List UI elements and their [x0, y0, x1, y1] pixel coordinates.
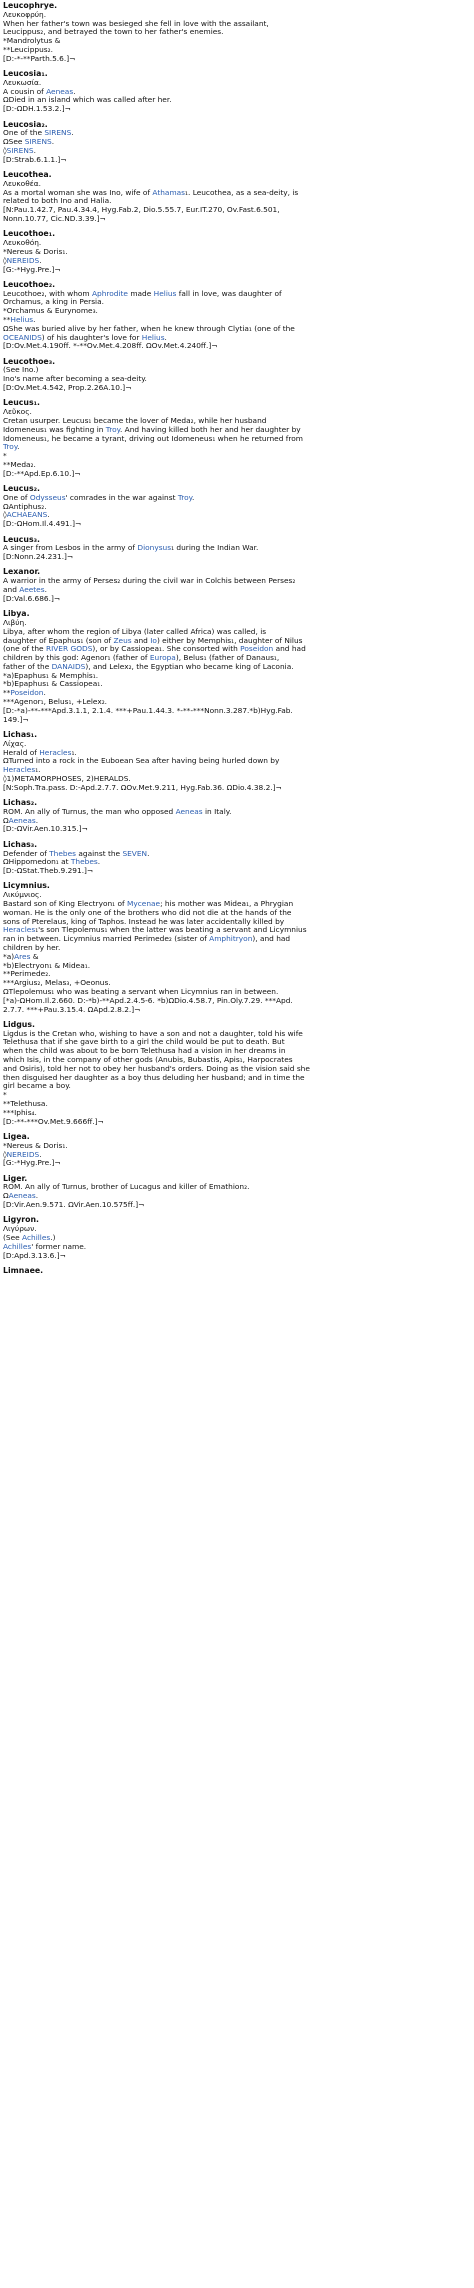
entry-line: A cousin of Aeneas. [3, 86, 76, 96]
entry-line: Defender of Thebes against the SEVEN. [3, 848, 150, 858]
entry-leucothea [3, 171, 471, 224]
entry-line: girl became a boy. [3, 1081, 71, 1091]
cross-ref-link[interactable]: DANAIDS [51, 661, 86, 671]
entry-leucus2 [3, 485, 471, 529]
cross-ref-link[interactable]: Helius [153, 288, 177, 298]
entry-ligyron [3, 1216, 471, 1260]
entry-leucothoe1 [3, 230, 471, 274]
cross-ref-link[interactable]: SIRENS [44, 128, 72, 138]
entry-leucus3 [3, 536, 471, 562]
entry-line: Achilles' former name. [3, 1241, 87, 1251]
entry-line: which Isis, in the company of other gods (Anubis, Bubastis, Apis₁, Harpocrates [3, 1055, 293, 1065]
entry-line: [D:Ov.Met.4.190ff. *-**Ov.Met.4.208ff. ΩOv.Met.4.240ff.]¬ [3, 341, 218, 351]
entry-leucus1 [3, 399, 471, 478]
cross-ref-link[interactable]: Poseidon [240, 644, 274, 654]
entry-headword: Lexanor. [3, 567, 41, 577]
entry-line: children by her. [3, 943, 61, 952]
entry-line: When her father's town was besieged she fell in love with the assailant, [3, 18, 269, 28]
entry-line: Λευκοφρύη. [3, 9, 47, 19]
entry-lichas3 [3, 841, 471, 876]
cross-ref-link[interactable]: Io [150, 635, 157, 645]
entry-line: Ino's name after becoming a sea-deity. [3, 374, 147, 384]
cross-ref-link[interactable]: Aeneas [175, 806, 203, 816]
cross-ref-link[interactable]: Aeneas [46, 86, 74, 96]
entry-line: **Poseidon. [3, 688, 46, 698]
entry-line: *Mandrolytus & [3, 36, 61, 46]
cross-ref-link[interactable]: NEREIDS [6, 1149, 40, 1159]
entry-line: ΩTurned into a rock in the Euboean Sea after having being hurled down by [3, 756, 280, 766]
entry-line: [D:Nonn.24.231.]¬ [3, 552, 74, 562]
entry-headword: Leucus₁. [3, 398, 40, 408]
entry-headword: Leucus₂. [3, 484, 40, 494]
entry-line: ΩAeneas. [3, 1191, 39, 1201]
entry-liger [3, 1175, 471, 1210]
entry-line: [D:-*a)-**-***Apd.3.1.1, 2.1.4. ***+Pau.1.44.3. *-**-***Nonn.3.287.*b)Hyg.Fab. [3, 705, 293, 715]
entry-line: and Aeetes. [3, 585, 47, 595]
cross-ref-link[interactable]: Troy [177, 492, 192, 502]
entry-line: One of Odysseus' comrades in the war against Troy. [3, 492, 195, 502]
entry-line: [D:Apd.3.13.6.]¬ [3, 1250, 66, 1260]
entry-leucothoe3 [3, 358, 471, 393]
entry-line: Leucothoe₂, with whom Aphrodite made Helius fall in love, was daughter of [3, 288, 282, 298]
entry-line: Idomeneus₁ was fighting in Troy. And having killed both her and her daughter by [3, 424, 301, 434]
entry-line: **Helius. [3, 315, 36, 324]
entry-leucophrye [3, 2, 471, 64]
entry-line: woman. He is the only one of the brothers who did not die at the hands of the [3, 907, 292, 917]
entry-line: As a mortal woman she was Ino, wife of Athamas₁. Leucothea, as a sea-deity, is [3, 187, 299, 197]
cross-ref-link[interactable]: Aeetes [19, 585, 45, 595]
entry-libya [3, 610, 471, 724]
entry-licymnius [3, 882, 471, 1014]
entry-line: *b)Epaphus₁ & Cassiopea₁. [3, 679, 103, 689]
entry-headword: Leucothoe₁. [3, 229, 56, 239]
entry-lidgus [3, 1021, 471, 1127]
entry-line: father of the DANAIDS), and Lelex₂, the Egyptian who became king of Laconia. [3, 661, 294, 671]
entry-line: Leucippus₂, and betrayed the town to her father's enemies. [3, 27, 224, 37]
entry-line: *Nereus & Doris₁. [3, 246, 68, 256]
entry-headword: Libya. [3, 609, 30, 619]
entry-headword: Leucophrye. [3, 1, 58, 10]
entry-line: *Orchamus & Eurynome₃. [3, 306, 98, 316]
cross-ref-link[interactable]: Troy [3, 442, 18, 452]
entry-line: Λιγύρων. [3, 1224, 37, 1234]
entry-line: [*a)-ΩHom.Il.2.660. D:-*b)-**Apd.2.4.5-6. *b)ΩDio.4.58.7, Pin.Oly.7.29. ***Apd. [3, 995, 293, 1005]
cross-ref-link[interactable]: Dionysus [137, 543, 172, 553]
entry-line: **Leucippus₂. [3, 44, 53, 54]
entry-line: * [3, 1090, 7, 1100]
entry-lichas2 [3, 799, 471, 834]
entry-headword: Ligea. [3, 1131, 30, 1141]
entry-line: ◊NEREIDS. [3, 255, 42, 265]
cross-ref-link[interactable]: Thebes [49, 848, 77, 858]
entry-line: 149.]¬ [3, 714, 29, 724]
entry-headword: Licymnius. [3, 881, 50, 891]
entry-line: *b)Electryon₁ & Midea₁. [3, 960, 91, 970]
entry-line: [D:Strab.6.1.1.]¬ [3, 154, 67, 164]
entry-headword: Leucus₃. [3, 534, 40, 544]
entry-line: related to both Ino and Halia. [3, 196, 112, 206]
entry-line: Λεῦκος. [3, 407, 32, 417]
entry-line: Herald of Heracles₁. [3, 747, 77, 757]
entry-line: **Telethusa. [3, 1099, 48, 1109]
entry-line: ΩAeneas. [3, 815, 39, 825]
entry-line: ◊NEREIDS. [3, 1149, 42, 1159]
cross-ref-link[interactable]: Ares [14, 951, 31, 961]
entry-headword: Limnaee. [3, 1265, 44, 1275]
entry-line: ΩShe was buried alive by her father, when he knew through Clytia₁ (one of the [3, 323, 295, 333]
entry-line: *a)Ares & [3, 951, 39, 961]
entry-line: ΩDied in an island which was called after her. [3, 95, 172, 105]
entry-line: Libya, after whom the region of Libya (later called Africa) was called, is [3, 626, 267, 636]
cross-ref-link[interactable]: Aeneas [8, 815, 36, 825]
entry-line: daughter of Epaphus₁ (son of Zeus and Io) either by Memphis₁, daughter of Nilus [3, 635, 303, 645]
cross-ref-link[interactable]: Troy [105, 424, 120, 434]
entry-line: [D:Val.6.686.]¬ [3, 593, 61, 603]
cross-ref-link[interactable]: Helius [141, 332, 165, 342]
entry-line: Idomeneus₁, he became a tyrant, driving out Idomeneus₁ when he returned from [3, 433, 303, 443]
entry-line: (one of the RIVER GODS), or by Cassiopea₁. She consorted with Poseidon and had [3, 644, 306, 654]
entry-line: (See Achilles.) [3, 1232, 56, 1242]
entry-line: Cretan usurper. Leucus₁ became the lover of Meda₂, while her husband [3, 415, 267, 425]
entry-line: ΩSee SIRENS. [3, 137, 55, 147]
entry-line: [D:-ΩStat.Theb.9.291.]¬ [3, 866, 94, 876]
entry-lexanor [3, 568, 471, 603]
entry-line: Heracles₁'s son Tlepolemus₁ when the latter was beating a servant and Licymnius [3, 925, 307, 935]
entry-line: Λευκοθόη. [3, 238, 42, 248]
entry-line: [D:-ΩDH.1.53.2.]¬ [3, 104, 71, 114]
entry-line: Λίχας. [3, 738, 27, 748]
entry-headword: Liger. [3, 1173, 28, 1183]
entry-line: Heracles₁. [3, 765, 41, 775]
entry-line: Λιβύη. [3, 617, 27, 627]
entry-line: [N:Soph.Tra.pass. D:-Apd.2.7.7. ΩOv.Met.9.211, Hyg.Fab.36. ΩDio.4.38.2.]¬ [3, 782, 282, 792]
entry-line: [D:-ΩHom.Il.4.491.]¬ [3, 519, 82, 529]
entry-headword: Leucosia₂. [3, 119, 48, 129]
entry-line: [D:Vir.Aen.9.571. ΩVir.Aen.10.575ff.]¬ [3, 1200, 145, 1210]
entry-line: ROM. An ally of Turnus, the man who opposed Aeneas in Italy. [3, 806, 232, 816]
cross-ref-link[interactable]: Aeneas [8, 1191, 36, 1201]
entry-lichas1 [3, 731, 471, 793]
entry-line: ◊SIRENS. [3, 145, 36, 155]
entry-line: [D:-*-**Parth.5.6.]¬ [3, 53, 76, 63]
entry-line: Λευκωσία. [3, 77, 42, 87]
cross-ref-link[interactable]: Amphitryon [209, 934, 253, 944]
entry-headword: Leucosia₁. [3, 69, 48, 79]
cross-ref-link[interactable]: Heracles [3, 925, 36, 935]
entry-headword: Leucothea. [3, 170, 52, 180]
entry-line: ◊1)METAMORPHOSES, 2)HERALDS. [3, 773, 131, 783]
entry-line: ROM. An ally of Turnus, brother of Lucagus and killer of Emathion₂. [3, 1182, 250, 1192]
entry-line: **Meda₂. [3, 459, 36, 469]
entry-line: ran in between. Licymnius married Perimede₂ (sister of Amphitryon), and had [3, 934, 291, 944]
cross-ref-link[interactable]: Heracles [3, 765, 36, 775]
entry-line: * [3, 451, 7, 461]
cross-ref-link[interactable]: Odysseus [29, 492, 66, 502]
entry-headword: Lichas₁. [3, 729, 38, 739]
entry-line: ΩTlepolemus₁ who was beating a servant when Licymnius ran in between. [3, 986, 279, 996]
cross-ref-link[interactable]: SIRENS [24, 137, 52, 147]
entry-line: (See Ino.) [3, 365, 39, 375]
cross-ref-link[interactable]: Heracles [39, 747, 72, 757]
cross-ref-link[interactable]: SEVEN [122, 848, 148, 858]
entry-line: [D:-**Apd.Ep.6.10.]¬ [3, 468, 81, 478]
entry-line: Λικύμνιος. [3, 890, 42, 900]
cross-ref-link[interactable]: SIRENS [6, 145, 34, 155]
entry-line: A singer from Lesbos in the army of Dionysus₁ during the Indian War. [3, 543, 259, 553]
entry-line: ΩAntiphus₂. [3, 501, 47, 511]
entry-line: Ligdus is the Cretan who, wishing to have a son and not a daughter, told his wife [3, 1028, 303, 1038]
cross-ref-link[interactable]: OCEANIDS [3, 332, 42, 342]
entry-line: children by this god: Agenor₁ (father of Europa), Belus₁ (father of Danaus₁, [3, 653, 280, 663]
entry-line: ◊ACHAEANS. [3, 510, 50, 520]
cross-ref-link[interactable]: Achilles [22, 1232, 51, 1242]
entry-line: One of the SIRENS. [3, 128, 74, 138]
entry-line: sons of Pterelaus, king of Taphos. Instead he was later accidentally killed by [3, 916, 285, 926]
entry-line: [D:-ΩVir.Aen.10.315.]¬ [3, 824, 88, 834]
cross-ref-link[interactable]: Poseidon [10, 688, 44, 698]
entry-line: Bastard son of King Electryon₁ of Mycenae; his mother was Midea₁, a Phrygian [3, 899, 294, 909]
entry-line: ***Argius₂, Melas₃, +Oeonus. [3, 978, 111, 988]
cross-ref-link[interactable]: Achilles [3, 1241, 32, 1251]
entry-line: Orchamus, a king in Persia. [3, 297, 104, 307]
entry-headword: Ligyron. [3, 1215, 40, 1225]
entry-line: Troy. [3, 442, 20, 452]
entry-line: [G:-*Hyg.Pre.]¬ [3, 264, 61, 274]
cross-ref-link[interactable]: ACHAEANS [6, 510, 48, 520]
entry-line: *Nereus & Doris₁. [3, 1140, 68, 1150]
entry-leucothoe2 [3, 281, 471, 351]
entry-line: OCEANIDS) of his daughter's love for Helius. [3, 332, 167, 342]
entry-line: and Osiris), told her not to obey her husband's orders. Doing as the vision said she [3, 1063, 310, 1073]
entry-leucosia1 [3, 70, 471, 114]
entry-line: when the child was about to be born Telethusa had a vision in her dreams in [3, 1046, 286, 1056]
cross-ref-link[interactable]: Zeus [113, 635, 132, 645]
entry-line: ***Iphis₄. [3, 1107, 37, 1117]
entry-line: 2.7.7. ***+Pau.3.15.4. ΩApd.2.8.2.]¬ [3, 1004, 141, 1014]
entry-limnaee [3, 1267, 471, 1276]
entry-line: **Perimede₂. [3, 969, 51, 979]
cross-ref-link[interactable]: NEREIDS [6, 255, 40, 265]
cross-ref-link[interactable]: Aphrodite [91, 288, 128, 298]
entry-line: Λευκοθέα. [3, 178, 41, 188]
entry-line: [D:-**-***Ov.Met.9.666ff.]¬ [3, 1116, 104, 1126]
entry-ligea [3, 1133, 471, 1168]
entry-headword: Leucothoe₃. [3, 356, 56, 366]
cross-ref-link[interactable]: Thebes [70, 857, 98, 867]
entry-headword: Lidgus. [3, 1019, 35, 1029]
entry-line: Nonn.10.77, Cic.ND.3.39.]¬ [3, 214, 106, 224]
entry-line: [G:-*Hyg.Pre.]¬ [3, 1158, 61, 1168]
cross-ref-link[interactable]: Helius [10, 315, 34, 324]
cross-ref-link[interactable]: RIVER GODS [45, 644, 93, 654]
entry-line: ***Agenor₁, Belus₁, +Lelex₂. [3, 697, 108, 707]
entry-line: then disguised her daughter as a boy thus deluding her husband; and in time the [3, 1072, 305, 1082]
entry-line: [N:Pau.1.42.7, Pau.4.34.4, Hyg.Fab.2, Dio.5.55.7, Eur.IT.270, Ov.Fast.6.501, [3, 205, 280, 215]
entry-headword: Lichas₂. [3, 798, 38, 808]
entry-headword: Leucothoe₂. [3, 279, 56, 289]
entry-line: ΩHippomedon₁ at Thebes. [3, 857, 101, 867]
entry-line: [D:Ov.Met.4.542, Prop.2.26A.10.]¬ [3, 383, 132, 393]
entry-headword: Lichas₃. [3, 839, 38, 849]
entry-leucosia2 [3, 121, 471, 165]
cross-ref-link[interactable]: Athamas [152, 187, 186, 197]
cross-ref-link[interactable]: Mycenae [126, 899, 161, 909]
cross-ref-link[interactable]: Europa [149, 653, 176, 663]
entry-line: *a)Epaphus₁ & Memphis₁. [3, 670, 99, 680]
entry-line: Telethusa that if she gave birth to a girl the child would be put to death. But [3, 1037, 285, 1047]
entry-line: A warrior in the army of Perses₂ during the civil war in Colchis between Perses₂ [3, 576, 296, 586]
